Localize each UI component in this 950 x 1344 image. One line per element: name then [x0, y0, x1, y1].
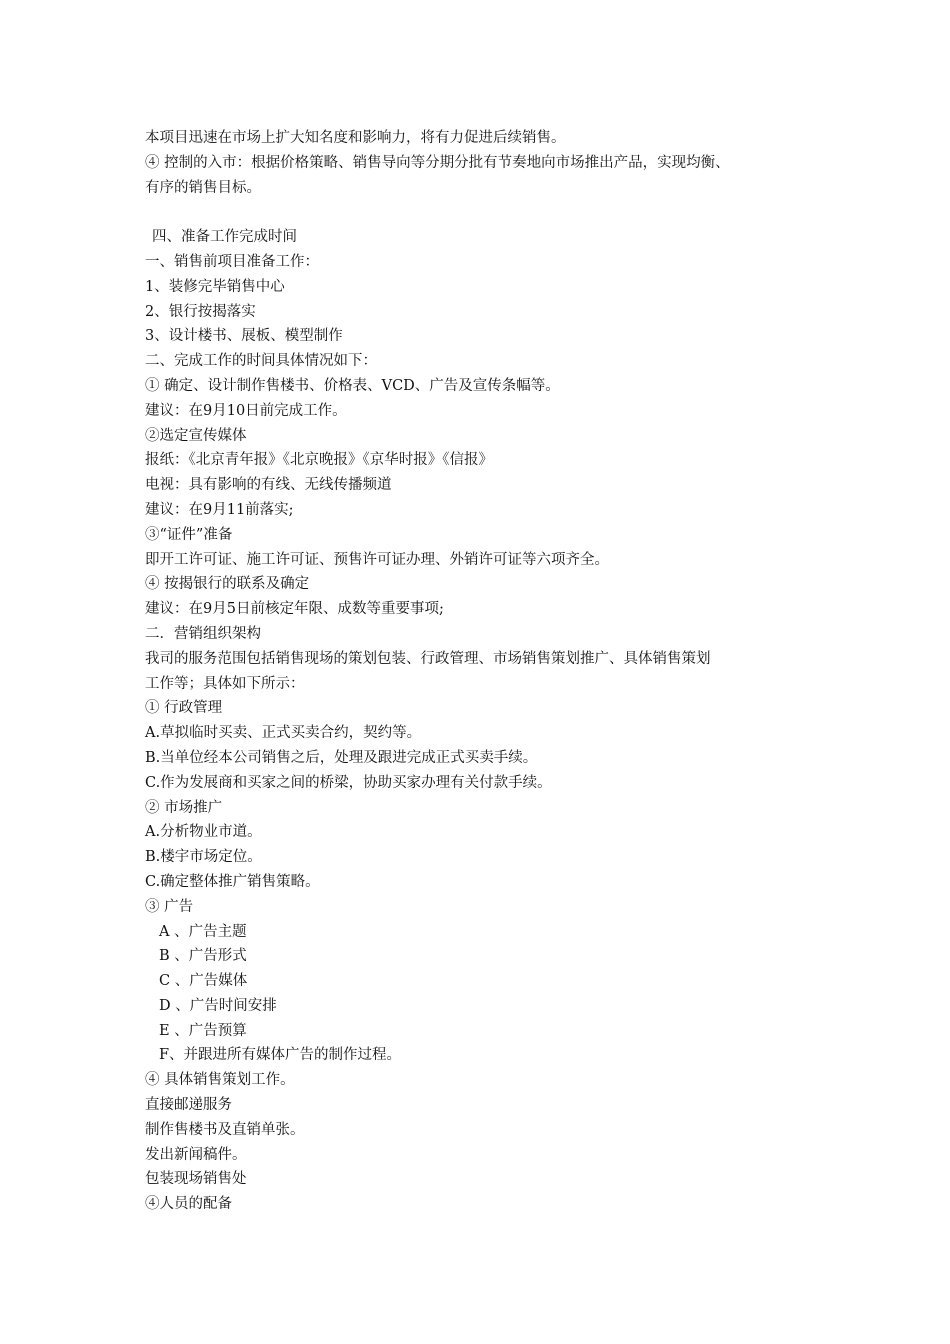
paragraph-line: 电视：具有影响的有线、无线传播频道	[145, 477, 392, 494]
list-item: A 、广告主题	[159, 923, 247, 940]
list-item: ④ 具体销售策划工作。	[145, 1072, 295, 1089]
list-item: ③“证件”准备	[145, 526, 233, 543]
list-item: ② 市场推广	[145, 799, 223, 816]
list-item: A.分析物业市道。	[145, 824, 262, 841]
list-item: A.草拟临时买卖、正式买卖合约，契约等。	[145, 725, 422, 742]
list-item: F、并跟进所有媒体广告的制作过程。	[159, 1047, 402, 1064]
paragraph-line: 即开工许可证、施工许可证、预售许可证办理、外销许可证等六项齐全。	[145, 551, 609, 568]
subsection-heading: 二、完成工作的时间具体情况如下：	[145, 353, 377, 370]
paragraph-line: 工作等；具体如下所示：	[145, 675, 305, 692]
paragraph-line: 有序的销售目标。	[145, 179, 261, 196]
list-item: ④ 按揭银行的联系及确定	[145, 576, 310, 593]
subsection-heading: 一、销售前项目准备工作：	[145, 253, 319, 270]
paragraph-line: 建议：在9月11前落实;	[145, 501, 294, 518]
paragraph-line: 报纸：《北京青年报》《北京晚报》《京华时报》《信报》	[145, 452, 493, 469]
list-item: 2、银行按揭落实	[145, 303, 256, 320]
paragraph-line: ④ 控制的入市：根据价格策略、销售导向等分期分批有节奏地向市场推出产品，实现均衡、	[145, 154, 730, 171]
section-heading: 四、准备工作完成时间	[152, 229, 297, 246]
list-item: ②选定宣传媒体	[145, 427, 247, 444]
list-item: ① 行政管理	[145, 700, 223, 717]
paragraph-line: 我司的服务范围包括销售现场的策划包装、行政管理、市场销售策划推广、具体销售策划	[145, 650, 711, 667]
list-item: C 、广告媒体	[159, 973, 248, 990]
section-heading: 二．营销组织架构	[145, 625, 261, 642]
paragraph-line: 直接邮递服务	[145, 1097, 232, 1114]
paragraph-line: 本项目迅速在市场上扩大知名度和影响力，将有力促进后续销售。	[145, 130, 566, 146]
list-item: B.当单位经本公司销售之后，处理及跟进完成正式买卖手续。	[145, 749, 538, 766]
list-item: D 、广告时间安排	[159, 997, 277, 1014]
list-item: B.楼宇市场定位。	[145, 849, 262, 866]
list-item: C.确定整体推广销售策略。	[145, 873, 320, 890]
list-item: ④人员的配备	[145, 1196, 232, 1213]
paragraph-line: 发出新闻稿件。	[145, 1146, 247, 1163]
blank-line	[145, 200, 835, 225]
list-item: E 、广告预算	[159, 1022, 247, 1039]
paragraph-line: 建议：在9月5日前核定年限、成数等重要事项;	[145, 601, 444, 618]
list-item: 1、装修完毕销售中心	[145, 278, 285, 295]
list-item: C.作为发展商和买家之间的桥梁，协助买家办理有关付款手续。	[145, 774, 552, 791]
list-item: ① 确定、设计制作售楼书、价格表、VCD、广告及宣传条幅等。	[145, 377, 560, 394]
list-item: B 、广告形式	[159, 948, 247, 965]
paragraph-line: 制作售楼书及直销单张。	[145, 1121, 305, 1138]
paragraph-line: 建议：在9月10日前完成工作。	[145, 402, 347, 419]
paragraph-line: 包装现场销售处	[145, 1171, 247, 1188]
document-body	[145, 126, 835, 1217]
list-item: 3、设计楼书、展板、模型制作	[145, 328, 343, 345]
list-item: ③ 广告	[145, 898, 194, 915]
